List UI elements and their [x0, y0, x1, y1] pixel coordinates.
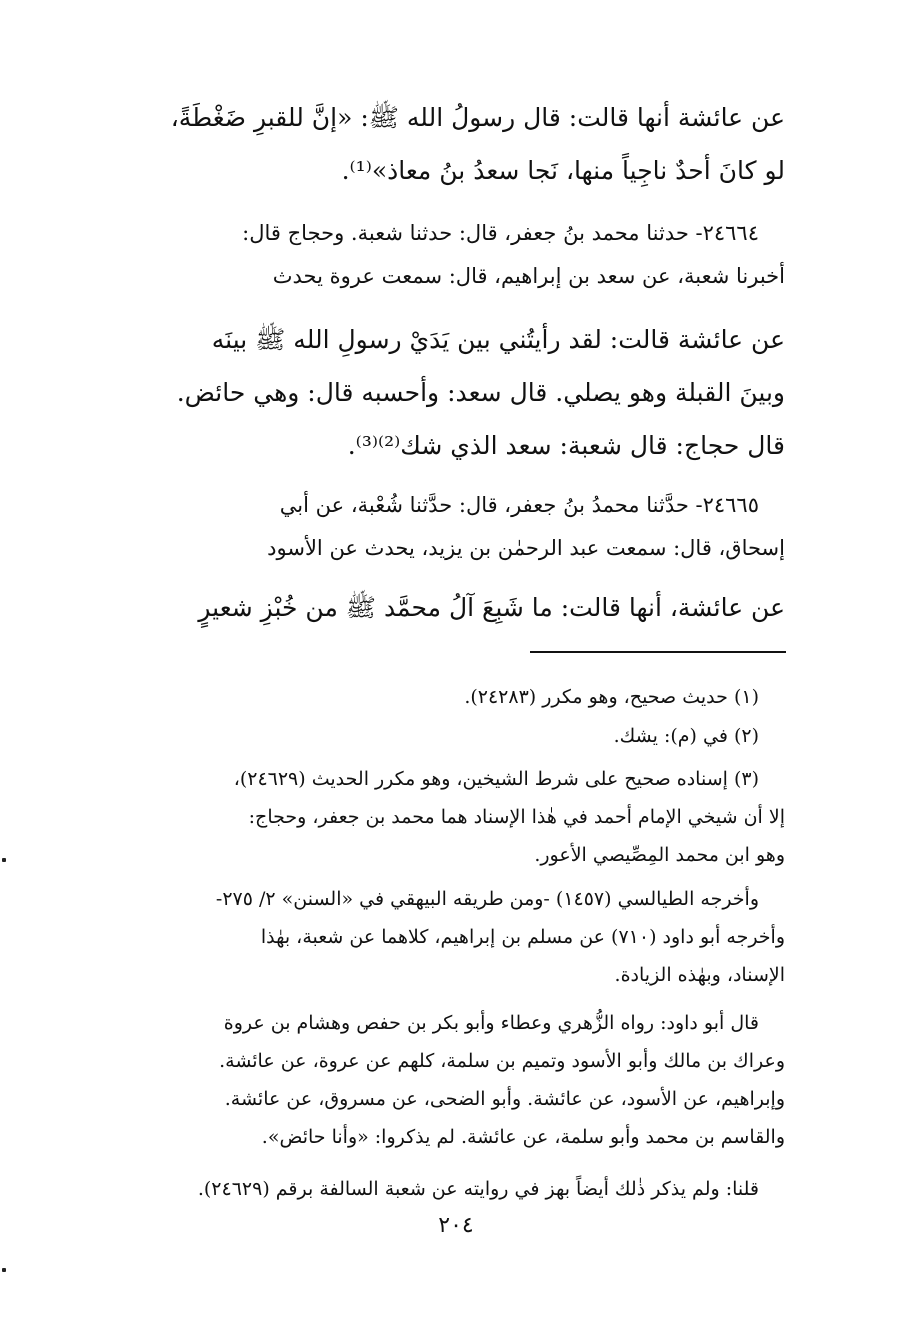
footnote-line: وإبراهيم، عن الأسود، عن عائشة. وأبو الضحى، عن مسروق، عن عائشة. [224, 1088, 785, 1110]
text-line: وبينَ القبلة وهو يصلي. قال سعد: وأحسبه قال: وهي حائض. [176, 378, 785, 407]
footnote-paragraph-2 [80, 880, 785, 994]
text-line: عن عائشة قالت: لقد رأيتُني بين يَدَيْ رسولِ الله ﷺ بينَه [211, 325, 785, 354]
footnote-line: وأخرجه الطيالسي (١٤٥٧) -ومن طريقه البيهقي في «السنن» ٢/ ٢٧٥- [215, 888, 759, 910]
footnote-3 [80, 760, 785, 874]
footnote-paragraph-3 [80, 1004, 785, 1156]
text-line: أخبرنا شعبة، عن سعد بن إبراهيم، قال: سمعت عروة يحدث [272, 264, 785, 288]
text-line: قال حجاج: قال شعبة: سعد الذي شك⁽²⁾⁽³⁾. [347, 431, 785, 460]
footnote-line: (١) حديث صحيح، وهو مكرر (٢٤٢٨٣). [464, 686, 759, 708]
isnad-24665 [80, 484, 785, 570]
text-line: عن عائشة، أنها قالت: ما شَبِعَ آلُ محمَّد ﷺ من خُبْزِ شعيرٍ [198, 593, 785, 622]
page-number: ٢٠٤ [438, 1213, 474, 1238]
footnote-paragraph-4 [80, 1170, 785, 1208]
text-line: إسحاق، قال: سمعت عبد الرحمٰن بن يزيد، يحدث عن الأسود [267, 536, 785, 560]
footnote-1 [80, 678, 785, 716]
scan-speck [2, 1268, 6, 1272]
text-line: عن عائشة أنها قالت: قال رسولُ الله ﷺ: «إنَّ للقبرِ ضَغْطَةً، [170, 103, 785, 132]
scan-speck [2, 858, 6, 862]
hadith-text-top [80, 91, 785, 197]
footnote-line: (٢) في (م): يشك. [613, 725, 759, 747]
footnote-line: وأخرجه أبو داود (٧١٠) عن مسلم بن إبراهيم، كلاهما عن شعبة، بهٰذا [260, 926, 785, 948]
footnote-line: الإسناد، وبهٰذه الزيادة. [614, 964, 785, 986]
footnote-line: والقاسم بن محمد وأبو سلمة، عن عائشة. لم يذكروا: «وأنا حائض». [261, 1126, 785, 1148]
footnote-divider [530, 651, 786, 653]
footnote-line: (٣) إسناده صحيح على شرط الشيخين، وهو مكرر الحديث (٢٤٦٢٩)، [233, 768, 759, 790]
matn-24664 [80, 313, 785, 472]
matn-24665 [80, 581, 785, 634]
text-line: ٢٤٦٦٤- حدثنا محمد بنُ جعفر، قال: حدثنا شعبة. وحجاج قال: [242, 221, 759, 245]
footnote-line: إلا أن شيخي الإمام أحمد في هٰذا الإسناد هما محمد بن جعفر، وحجاج: [248, 806, 785, 828]
footnote-line: قال أبو داود: رواه الزُّهري وعطاء وأبو بكر بن حفص وهشام بن عروة [223, 1012, 759, 1034]
isnad-24664 [80, 212, 785, 298]
footnote-line: قلنا: ولم يذكر ذٰلك أيضاً بهز في روايته عن شعبة السالفة برقم (٢٤٦٢٩). [197, 1178, 759, 1200]
text-line: ٢٤٦٦٥- حدَّثنا محمدُ بنُ جعفر، قال: حدَّثنا شُعْبة، عن أبي [279, 493, 759, 517]
footnote-2 [80, 717, 785, 755]
footnote-line: وهو ابن محمد المِصِّيصي الأعور. [534, 844, 785, 866]
text-line: لو كانَ أحدٌ ناجِياً منها، نَجا سعدُ بنُ معاذ»⁽¹⁾. [341, 156, 785, 185]
footnote-line: وعراك بن مالك وأبو الأسود وتميم بن سلمة، كلهم عن عروة، عن عائشة. [219, 1050, 785, 1072]
